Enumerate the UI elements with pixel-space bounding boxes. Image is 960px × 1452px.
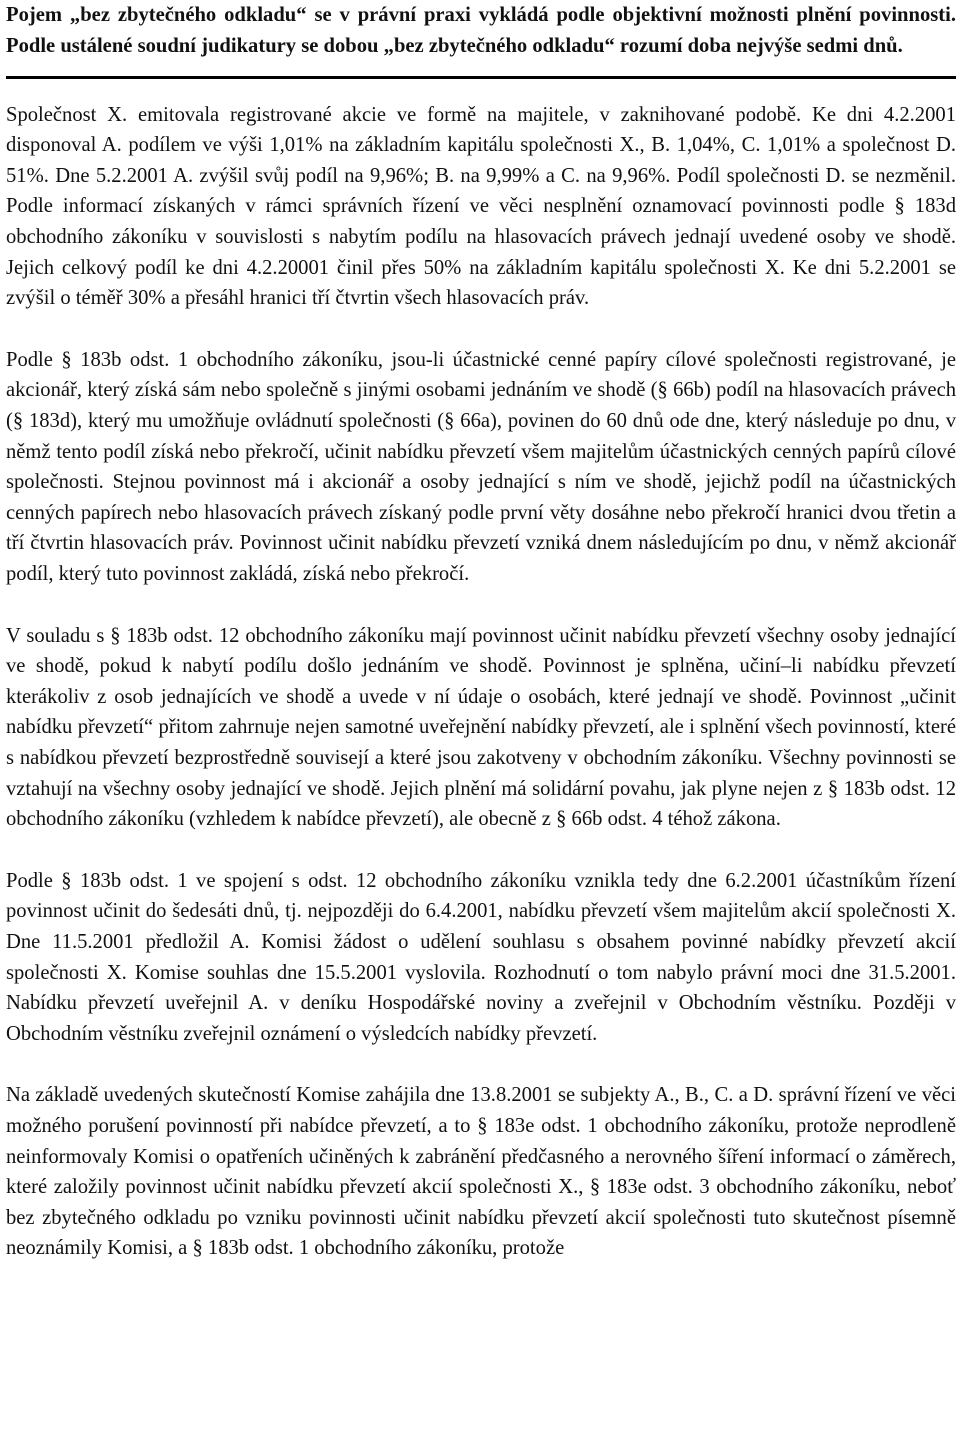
paragraph-1: Společnost X. emitovala registrované akcie ve formě na majitele, v zaknihované podobě. Ke dni 4.2.2001 disponoval A. podílem ve výši 1,01% na základním kapitálu společnosti X., B. 1,04%, C. 1,01% a společnost D. 51%. Dne 5.2.2001 A. zvýšil svůj podíl na 9,96%; B. na 9,99% a C. na 9,96%. Podíl společnosti D. se nezměnil. Podle informací získaných v rámci správních řízení ve věci nesplnění oznamovací povinnosti podle § 183d obchodního zákoníku v souvislosti s nabytím podílu na hlasovacích právech jednají uvedené osoby ve shodě. Jejich celkový podíl ke dni 4.2.20001 činil přes 50% na základním kapitálu společnosti X. Ke dni 5.2.2001 se zvýšil o téměř 30% a přesáhl hranici tří čtvrtin všech hlasovacích práv. — [6, 103, 956, 310]
paragraph-gap — [6, 835, 956, 866]
intro-paragraph: Pojem „bez zbytečného odkladu“ se v právní praxi vykládá podle objektivní možnosti plnění povinnosti. Podle ustálené soudní judikatury se dobou „bez zbytečného odkladu“ rozumí doba nejvýše sedmi dnů. — [6, 4, 956, 57]
paragraph-gap — [6, 1049, 956, 1080]
paragraph-gap — [6, 590, 956, 621]
paragraph-2: Podle § 183b odst. 1 obchodního zákoníku, jsou-li účastnické cenné papíry cílové společnosti registrované, je akcionář, který získá sám nebo společně s jinými osobami jednáním ve shodě (§ 66b) podíl na hlasovacích právech (§ 183d), který mu umožňuje ovládnutí společnosti (§ 66a), povinen do 60 dnů ode dne, který následuje po dnu, v němž tento podíl získá nebo překročí, učinit nabídku převzetí všem majitelům účastnických cenných papírů cílové společnosti. Stejnou povinnost má i akcionář a osoby jednající s ním ve shodě, jejichž podíl na účastnických cenných papírech nebo hlasovacích právech získaný podle první věty dosáhne nebo překročí hranici dvou třetin a tří čtvrtin hlasovacích práv. Povinnost učinit nabídku převzetí vzniká dnem následujícím po dnu, v němž akcionář podíl, který tuto povinnost zakládá, získá nebo překročí. — [6, 348, 956, 585]
paragraph-5: Na základě uvedených skutečností Komise zahájila dne 13.8.2001 se subjekty A., B., C. a D. správní řízení ve věci možného porušení povinností při nabídce převzetí, a to § 183e odst. 1 obchodního zákoníku, protože neprodleně neinformovaly Komisi o opatřeních učiněných k zabránění předčasného a nerovného šíření informací o záměrech, které založily povinnost učinit nabídku převzetí akcií společnosti X., § 183e odst. 3 obchodního zákoníku, neboť bez zbytečného odkladu po vzniku povinnosti učinit nabídku převzetí akcií společnosti tuto skutečnost písemně neoznámily Komisi, a § 183b odst. 1 obchodního zákoníku, protože — [6, 1084, 956, 1260]
paragraph-4: Podle § 183b odst. 1 ve spojení s odst. 12 obchodního zákoníku vznikla tedy dne 6.2.2001 účastníkům řízení povinnost učinit do šedesáti dnů, tj. nejpozději do 6.4.2001, nabídku převzetí všem majitelům akcií společnosti X. Dne 11.5.2001 předložil A. Komisi žádost o udělení souhlasu s obsahem povinné nabídky převzetí akcií společnosti X. Komise souhlas dne 15.5.2001 vyslovila. Rozhodnutí o tom nabylo právní moci dne 31.5.2001. Nabídku převzetí uveřejnil A. v deníku Hospodářské noviny a zveřejnil v Obchodním věstníku. Později v Obchodním věstníku zveřejnil oznámení o výsledcích nabídky převzetí. — [6, 869, 956, 1045]
horizontal-rule — [6, 76, 956, 79]
paragraph-gap — [6, 314, 956, 345]
paragraph-3: V souladu s § 183b odst. 12 obchodního zákoníku mají povinnost učinit nabídku převzetí všechny osoby jednající ve shodě, pokud k nabytí podílu došlo jednáním ve shodě. Povinnost je splněna, učiní–li nabídku převzetí kterákoliv z osob jednajících ve shodě a uvede v ní údaje o osobách, které jednají ve shodě. Povinnost „učinit nabídku převzetí“ přitom zahrnuje nejen samotné uveřejnění nabídky převzetí, ale i splnění všech povinností, které s nabídkou převzetí bezprostředně souvisejí a které jsou zakotveny v obchodním zákoníku. Všechny povinnosti se vztahují na všechny osoby jednající ve shodě. Jejich plnění má solidární povahu, jak plyne nejen z § 183b odst. 12 obchodního zákoníku (vzhledem k nabídce převzetí), ale obecně z § 66b odst. 4 téhož zákona. — [6, 624, 956, 831]
document-page — [6, 0, 956, 1264]
